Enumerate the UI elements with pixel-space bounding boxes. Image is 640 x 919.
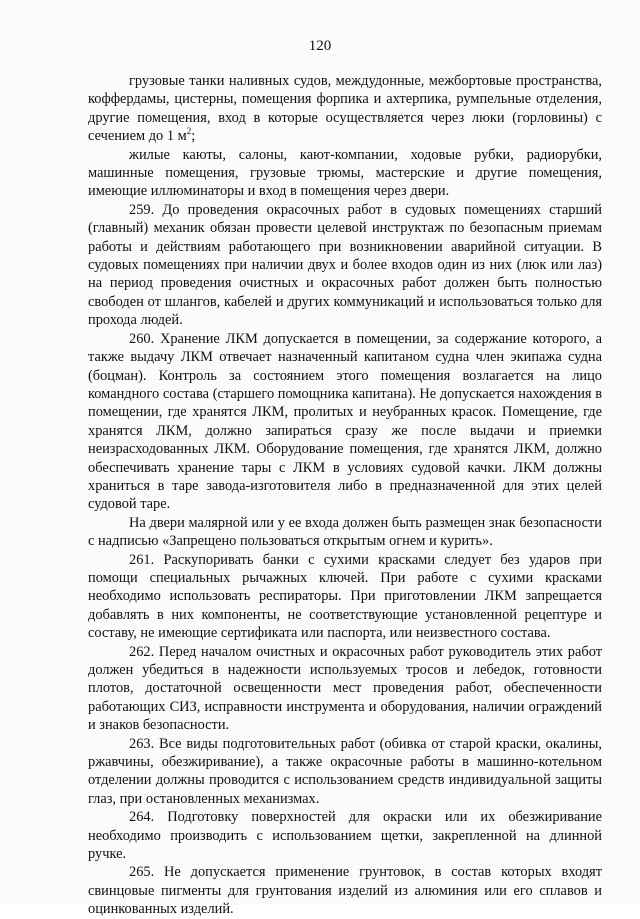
superscript-squared: 2 bbox=[186, 126, 192, 137]
paragraph-263: 263. Все виды подготовительных работ (обивка от старой краски, окалины, ржавчины, обезжиривание), а также окрасочные работы в машинно-котельном отделении должны проводится с использованием средств индивидуальной защиты глаз, при остановленных механизмах. bbox=[88, 735, 602, 807]
paragraph-cargo-tanks-text: грузовые танки наливных судов, междудонные, межбортовые пространства, коффердамы, цистерны, помещения форпика и ахтерпика, румпельные отделения, другие помещения, вход в которые осуществляется через люки (горловины) с сечением до 1 м bbox=[88, 73, 602, 145]
paragraph-260: 260. Хранение ЛКМ допускается в помещении, за содержание которого, а также выдачу ЛКМ отвечает назначенный капитаном судна член экипажа судна (боцман). Контроль за состоянием этого помещения возлагается на лицо командного состава (старшего помощника капитана). Не допускается нахождения в помещении, где хранятся ЛКМ, пролитых и неубранных красок. Помещение, где хранятся ЛКМ, должно запираться сразу же после выдачи и приемки неизрасходованных ЛКМ. Оборудование помещения, где хранятся ЛКМ, должно обеспечивать хранение тары с ЛКМ в условиях судовой качки. ЛКМ должны храниться в таре завода-изготовителя либо в предназначенной для этих целей судовой таре. bbox=[88, 330, 602, 513]
paragraph-262: 262. Перед началом очистных и окрасочных работ руководитель этих работ должен убедиться в надежности используемых тросов и лебедок, готовности плотов, достаточной освещенности мест проведения работ, обеспеченности работающих СИЗ, исправности инструмента и оборудования, наличии ограждений и знаков безопасности. bbox=[88, 643, 602, 734]
document-body bbox=[88, 72, 602, 919]
paragraph-260-sign: На двери малярной или у ее входа должен быть размещен знак безопасности с надписью «Запрещено пользоваться открытым огнем и курить». bbox=[88, 514, 602, 550]
paragraph-261: 261. Раскупоривать банки с сухими красками следует без ударов при помощи специальных рычажных ключей. При работе с сухими красками необходимо использовать респираторы. При приготовлении ЛКМ запрещается добавлять в них компоненты, не соответствующие установленной рецептуре и составу, не имеющие сертификата или паспорта, или неизвестного состава. bbox=[88, 551, 602, 642]
page-number: 120 bbox=[308, 38, 332, 54]
paragraph-living-cabins: жилые каюты, салоны, кают-компании, ходовые рубки, радиорубки, машинные помещения, грузовые трюмы, мастерские и другие помещения, имеющие иллюминаторы и вход в помещения через двери. bbox=[88, 146, 602, 200]
paragraph-259: 259. До проведения окрасочных работ в судовых помещениях старший (главный) механик обязан провести целевой инструктаж по безопасным приемам работы и действиям работающего при возникновении аварийной ситуации. В судовых помещениях при наличии двух и более входов один из них (люк или лаз) на период проведения очистных и окрасочных работ должен быть полностью свободен от шлангов, кабелей и других коммуникаций и использоваться только для прохода людей. bbox=[88, 201, 602, 329]
paragraph-cargo-tanks bbox=[88, 72, 602, 146]
paragraph-265: 265. Не допускается применение грунтовок, в состав которых входят свинцовые пигменты для грунтования изделий из алюминия или его сплавов и оцинкованных изделий. bbox=[88, 864, 602, 918]
paragraph-cargo-tanks-end: ; bbox=[191, 128, 196, 145]
paragraph-264: 264. Подготовку поверхностей для окраски или их обезжиривание необходимо производить с использованием щетки, закрепленной на длинной ручке. bbox=[88, 809, 602, 863]
